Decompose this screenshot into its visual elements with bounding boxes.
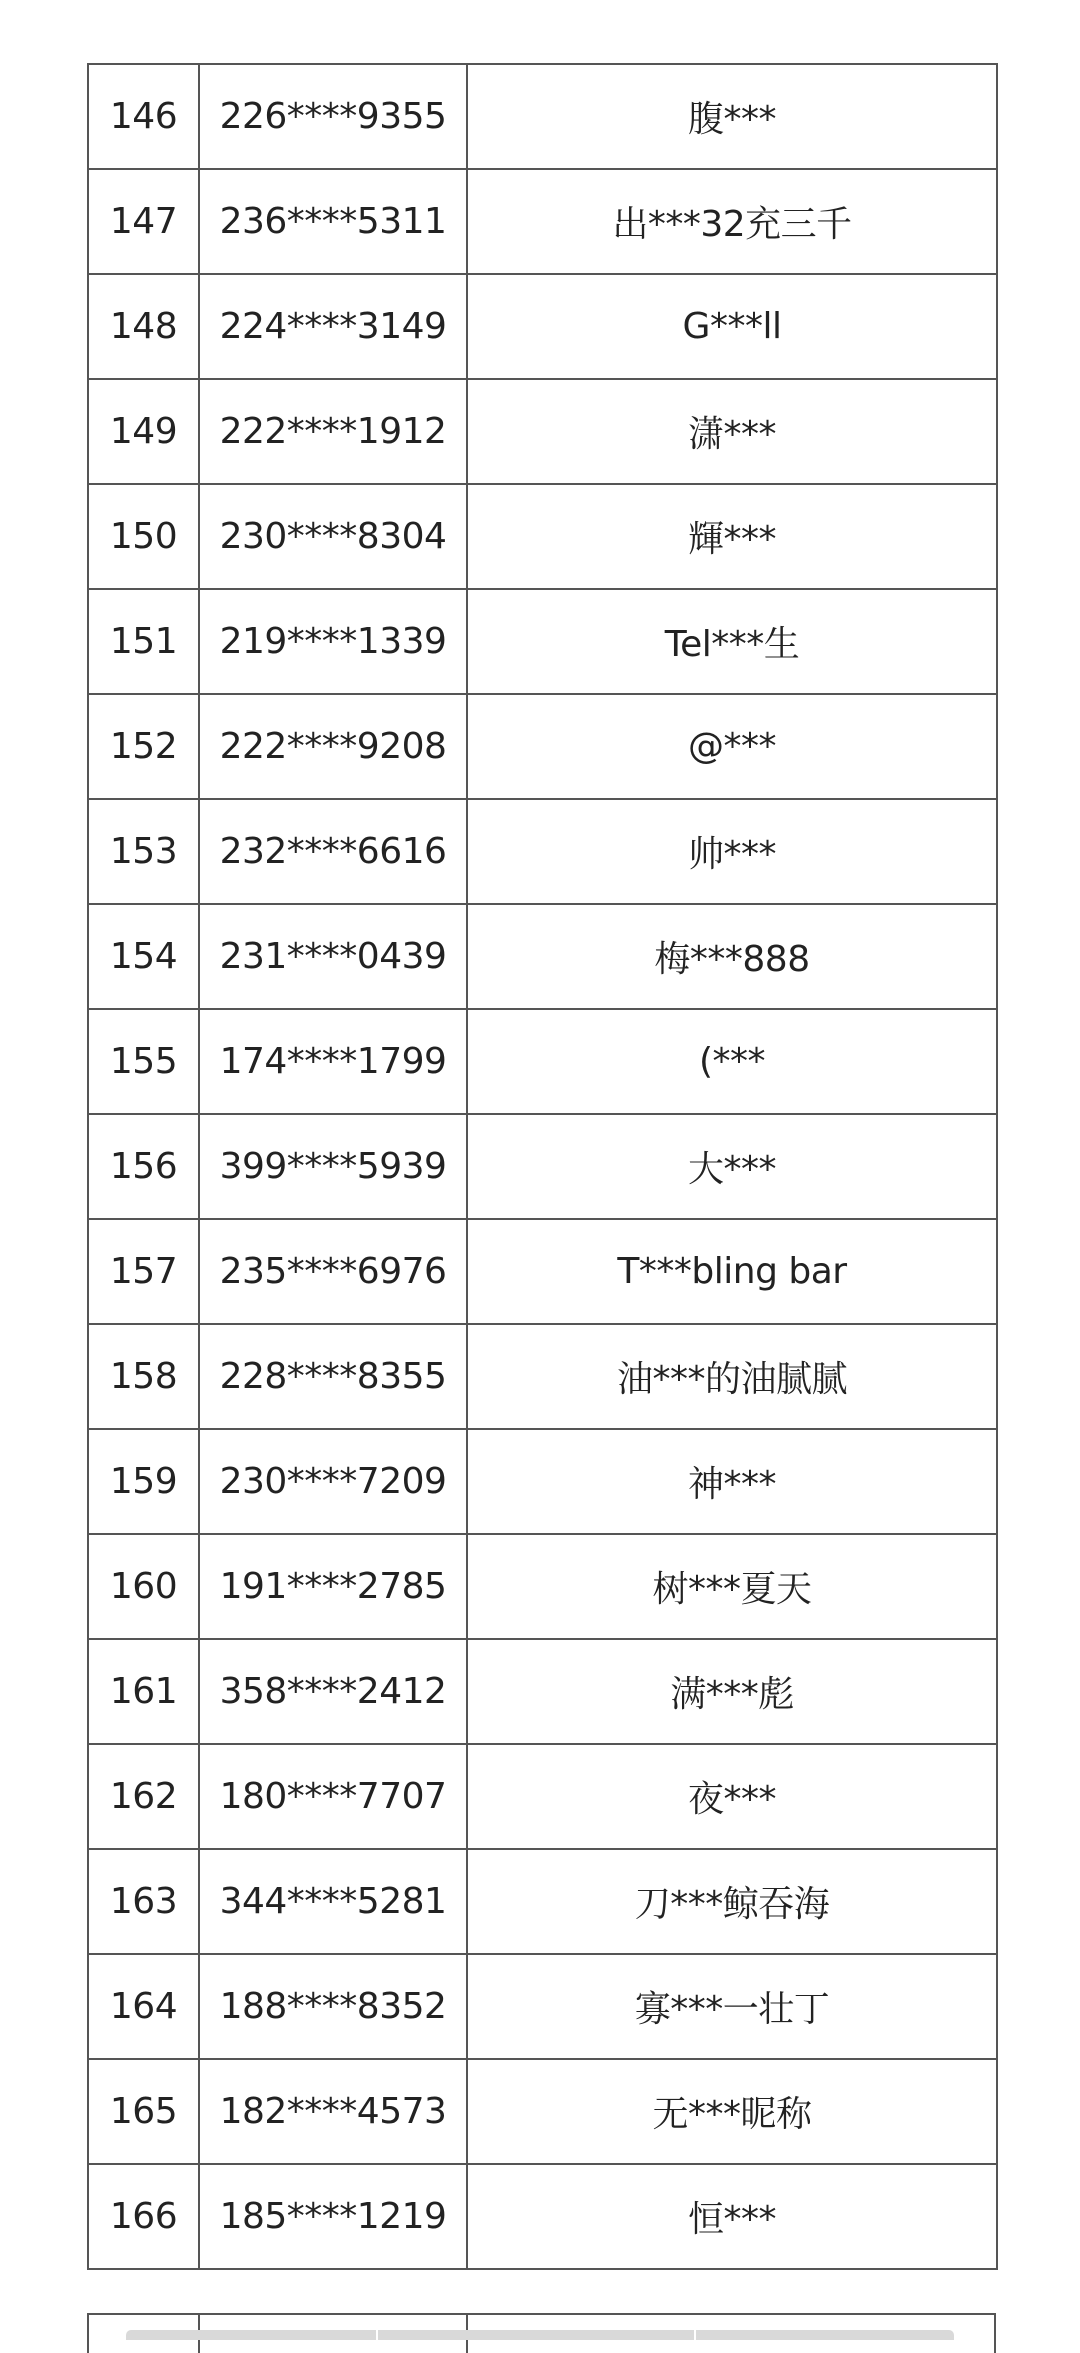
scroll-segment-divider (376, 2330, 378, 2340)
table-row (88, 484, 997, 589)
account-cell: 399****5939 (199, 1114, 467, 1219)
table-row (88, 1744, 997, 1849)
account-cell: 222****9208 (199, 694, 467, 799)
nickname-cell: 出***32充三千 (467, 169, 997, 274)
account-cell: 230****8304 (199, 484, 467, 589)
account-cell: 224****3149 (199, 274, 467, 379)
nickname-cell: 夜*** (467, 1744, 997, 1849)
nickname-cell: 油***的油腻腻 (467, 1324, 997, 1429)
nickname-cell: 帅*** (467, 799, 997, 904)
table-row (88, 1429, 997, 1534)
account-cell: 188****8352 (199, 1954, 467, 2059)
nickname-cell: Tel***生 (467, 589, 997, 694)
rank-cell: 147 (88, 169, 199, 274)
nickname-cell: 神*** (467, 1429, 997, 1534)
nickname-cell: T***bling bar (467, 1219, 997, 1324)
nickname-cell: G***ll (467, 274, 997, 379)
table-row (88, 1219, 997, 1324)
rank-cell: 148 (88, 274, 199, 379)
scroll-segment-divider (694, 2330, 696, 2340)
table-row (88, 799, 997, 904)
account-cell: 232****6616 (199, 799, 467, 904)
table-row (88, 1009, 997, 1114)
account-cell: 182****4573 (199, 2059, 467, 2164)
account-cell: 358****2412 (199, 1639, 467, 1744)
winners-table (87, 63, 998, 2270)
table-row (88, 2059, 997, 2164)
table-row (88, 904, 997, 1009)
account-cell: 191****2785 (199, 1534, 467, 1639)
winners-table-body (88, 64, 997, 2269)
horizontal-scroll-indicator[interactable] (126, 2330, 954, 2340)
nickname-cell: 大*** (467, 1114, 997, 1219)
nickname-cell: 寡***一壮丁 (467, 1954, 997, 2059)
account-cell: 185****1219 (199, 2164, 467, 2269)
rank-cell: 165 (88, 2059, 199, 2164)
table-row (88, 1849, 997, 1954)
rank-cell: 153 (88, 799, 199, 904)
rank-cell: 146 (88, 64, 199, 169)
rank-cell: 161 (88, 1639, 199, 1744)
account-cell: 174****1799 (199, 1009, 467, 1114)
account-cell: 180****7707 (199, 1744, 467, 1849)
account-cell: 344****5281 (199, 1849, 467, 1954)
nickname-cell: 满***彪 (467, 1639, 997, 1744)
rank-cell: 150 (88, 484, 199, 589)
account-cell: 228****8355 (199, 1324, 467, 1429)
rank-cell: 162 (88, 1744, 199, 1849)
rank-cell: 159 (88, 1429, 199, 1534)
rank-cell: 166 (88, 2164, 199, 2269)
account-cell: 222****1912 (199, 379, 467, 484)
rank-cell: 151 (88, 589, 199, 694)
rank-cell: 157 (88, 1219, 199, 1324)
nickname-cell: 刀***鲸吞海 (467, 1849, 997, 1954)
nickname-cell: 輝*** (467, 484, 997, 589)
account-cell: 231****0439 (199, 904, 467, 1009)
table-row (88, 1639, 997, 1744)
table-row (88, 379, 997, 484)
account-cell: 219****1339 (199, 589, 467, 694)
nickname-cell: 恒*** (467, 2164, 997, 2269)
rank-cell: 149 (88, 379, 199, 484)
table-row (88, 589, 997, 694)
rank-cell: 152 (88, 694, 199, 799)
nickname-cell: 梅***888 (467, 904, 997, 1009)
rank-cell: 160 (88, 1534, 199, 1639)
table-row (88, 1954, 997, 2059)
rank-cell: 158 (88, 1324, 199, 1429)
table-row (88, 64, 997, 169)
rank-cell: 164 (88, 1954, 199, 2059)
rank-cell: 154 (88, 904, 199, 1009)
rank-cell: 163 (88, 1849, 199, 1954)
table-row (88, 1534, 997, 1639)
rank-cell: 155 (88, 1009, 199, 1114)
table-row (88, 169, 997, 274)
account-cell: 235****6976 (199, 1219, 467, 1324)
table-row (88, 694, 997, 799)
table-row (88, 2164, 997, 2269)
nickname-cell: 树***夏天 (467, 1534, 997, 1639)
account-cell: 230****7209 (199, 1429, 467, 1534)
account-cell: 226****9355 (199, 64, 467, 169)
table-row (88, 274, 997, 379)
nickname-cell: (*** (467, 1009, 997, 1114)
nickname-cell: 腹*** (467, 64, 997, 169)
nickname-cell: 潇*** (467, 379, 997, 484)
nickname-cell: 无***昵称 (467, 2059, 997, 2164)
winners-table-container (87, 63, 996, 2270)
account-cell: 236****5311 (199, 169, 467, 274)
table-row (88, 1324, 997, 1429)
rank-cell: 156 (88, 1114, 199, 1219)
table-row (88, 1114, 997, 1219)
nickname-cell: @*** (467, 694, 997, 799)
